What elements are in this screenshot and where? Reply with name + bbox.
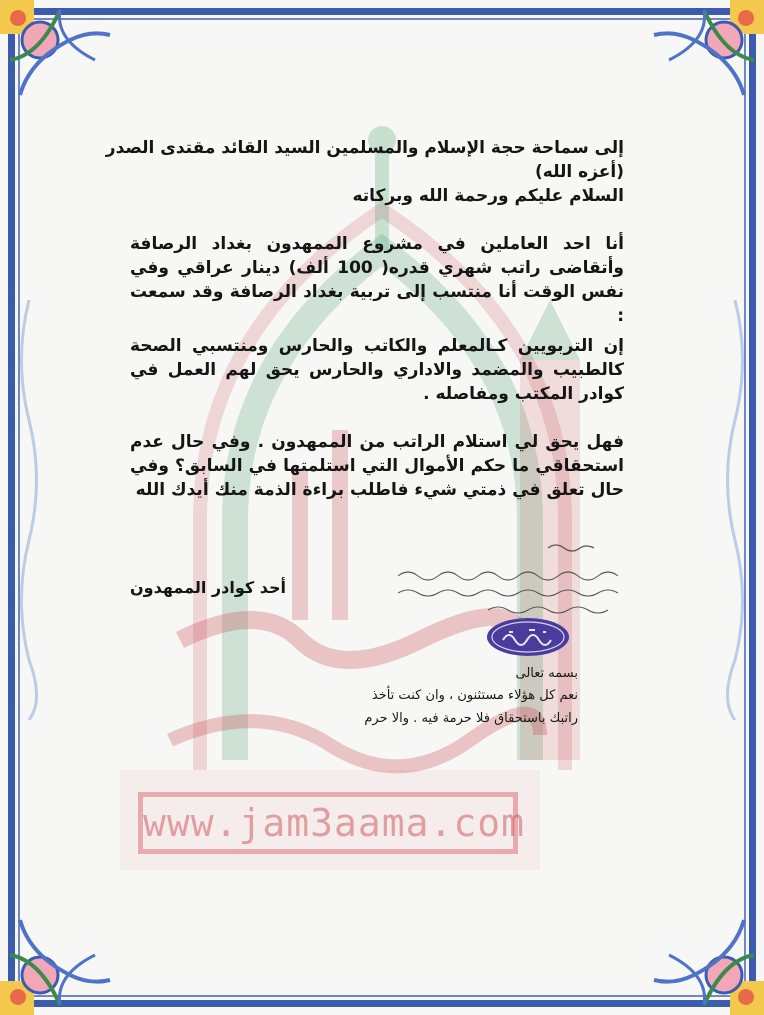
handwritten-reply-image (388, 538, 648, 618)
greeting: السلام عليكم ورحمة الله وبركاته (352, 186, 624, 206)
watermark-url: www.jam3aama.com (138, 792, 518, 854)
reply-line-2: نعم كل هؤلاء مستثنون ، وان كنت تأخذ (371, 688, 578, 703)
reply-line-3: راتبك باستحقاق فلا حرمة فيه . والا حرم (364, 711, 578, 726)
signature: أحد كوادر الممهدون (130, 578, 286, 597)
reply-line-1: بسمه تعالى (515, 666, 578, 681)
corner-ornament-icon (644, 0, 764, 120)
side-vine-ornament-icon (14, 300, 44, 720)
salutation-line-2: (أعزه الله) (535, 162, 624, 182)
side-vine-ornament-icon (720, 300, 750, 720)
corner-ornament-icon (0, 895, 120, 1015)
salutation-line-1: إلى سماحة حجة الإسلام والمسلمين السيد القائد مقتدى الصدر (105, 138, 624, 158)
corner-ornament-icon (644, 895, 764, 1015)
corner-ornament-icon (0, 0, 120, 120)
official-stamp-icon (485, 616, 571, 658)
paragraph-2: إن التربويين كـالمعلم والكاتب والحارس ومنتسبي الصحة كالطبيب والمضمد والاداري والحارس يحق لهم العمل في كوادر المكتب ومفاصله . (130, 336, 624, 404)
paragraph-1: أنا احد العاملين في مشروع الممهدون بغداد الرصافة وأتقاضى راتب شهري قدره( 100 ألف) دينار عراقي وفي نفس الوقت أنا منتسب إلى تربية بغداد الرصافة وقد سمعت : (130, 234, 624, 326)
paragraph-3: فهل يحق لي استلام الراتب من الممهدون . وفي حال عدم استحقاقي ما حكم الأموال التي استلمتها في السابق؟ وفي حال تعلق في ذمتي شيء فاطلب براءة الذمة منك أيدك الله (130, 432, 624, 500)
